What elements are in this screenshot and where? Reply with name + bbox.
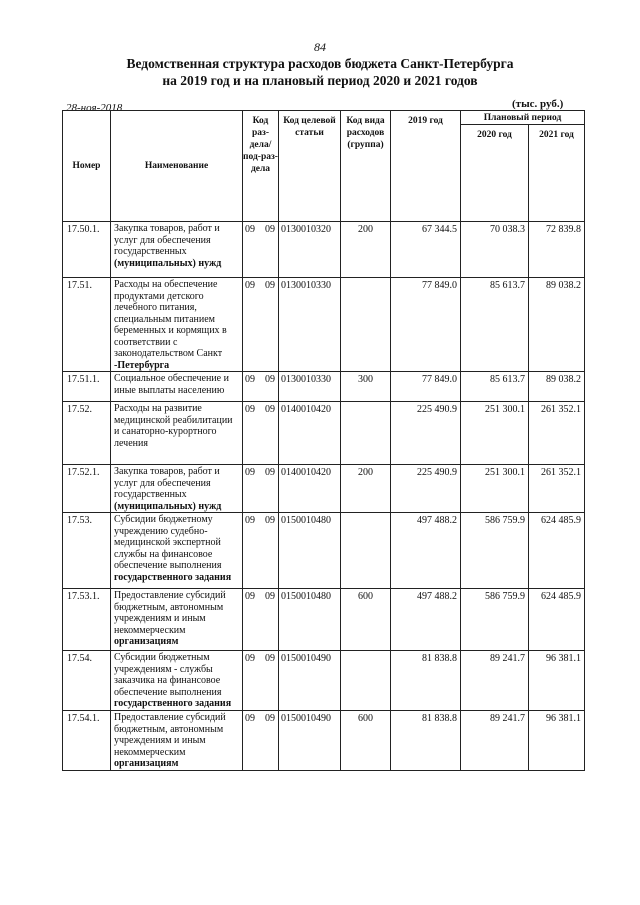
row-name (111, 372, 243, 402)
row-section-code (243, 711, 279, 771)
row-amount-2020: 89 241.7 (461, 711, 529, 771)
row-section: 09 (245, 591, 255, 602)
row-section-code (243, 465, 279, 513)
row-number: 17.53.1. (63, 589, 111, 651)
row-name-text: Предоставление субсидий бюджетным, автономным учреждениям и иным некоммерческим (114, 590, 226, 636)
row-amount-2019: 67 344.5 (391, 222, 461, 278)
table-row (63, 513, 585, 589)
row-section: 09 (245, 653, 255, 664)
row-expense-kind: 200 (341, 465, 391, 513)
row-amount-2020: 586 759.9 (461, 513, 529, 589)
row-amount-2021: 261 352.1 (529, 465, 585, 513)
header-number: Номер (63, 111, 111, 222)
row-name-text: Субсидии бюджетному учреждению судебно-медицинской экспертной службы на финансовое обеспечение выполнения (114, 514, 222, 571)
row-amount-2021: 624 485.9 (529, 589, 585, 651)
row-amount-2021: 89 038.2 (529, 278, 585, 372)
row-number: 17.51. (63, 278, 111, 372)
row-number: 17.53. (63, 513, 111, 589)
row-amount-2019: 225 490.9 (391, 465, 461, 513)
row-amount-2021: 89 038.2 (529, 372, 585, 402)
row-name-tail: (муниципальных) нужд (114, 257, 222, 269)
row-target-code: 0140010420 (279, 402, 341, 465)
table-row (63, 711, 585, 771)
row-number: 17.52.1. (63, 465, 111, 513)
row-amount-2020: 85 613.7 (461, 372, 529, 402)
row-amount-2021: 624 485.9 (529, 513, 585, 589)
row-name (111, 402, 243, 465)
row-number: 17.52. (63, 402, 111, 465)
row-subsection: 09 (265, 224, 275, 235)
row-amount-2020: 251 300.1 (461, 465, 529, 513)
row-name-tail: -Петербурга (114, 359, 170, 371)
row-section-code (243, 513, 279, 589)
row-subsection: 09 (265, 404, 275, 415)
row-number: 17.54.1. (63, 711, 111, 771)
row-name-tail: организациям (114, 758, 179, 769)
row-target-code: 0150010480 (279, 513, 341, 589)
row-expense-kind (341, 278, 391, 372)
row-target-code: 0140010420 (279, 465, 341, 513)
row-name (111, 222, 243, 278)
row-name-tail: (муниципальных) нужд (114, 500, 222, 512)
row-section: 09 (245, 404, 255, 415)
page-number: 84 (314, 40, 326, 54)
row-subsection: 09 (265, 280, 275, 291)
row-amount-2020: 70 038.3 (461, 222, 529, 278)
row-name-text: Закупка товаров, работ и услуг для обеспечения государственных (114, 466, 220, 500)
row-amount-2021: 261 352.1 (529, 402, 585, 465)
row-target-code: 0150010490 (279, 651, 341, 711)
row-section: 09 (245, 280, 255, 291)
row-section: 09 (245, 224, 255, 235)
header-target-code: Код целевой статьи (279, 111, 341, 222)
table-header (63, 111, 585, 222)
row-section: 09 (245, 467, 255, 478)
row-name-tail: государственного задания (114, 571, 232, 583)
header-2020: 2020 год (461, 125, 529, 222)
row-expense-kind: 600 (341, 711, 391, 771)
row-name-text: Социальное обеспечение и иные выплаты населению (114, 373, 229, 396)
header-section-code: Код раз-дела/ под-раз-дела (243, 111, 279, 222)
row-amount-2020: 89 241.7 (461, 651, 529, 711)
row-section-code (243, 402, 279, 465)
row-subsection: 09 (265, 713, 275, 724)
row-expense-kind (341, 513, 391, 589)
row-section-code (243, 222, 279, 278)
row-expense-kind (341, 651, 391, 711)
row-number: 17.54. (63, 651, 111, 711)
title-line-2: на 2019 год и на плановый период 2020 и 2021 годов (162, 73, 478, 88)
row-name (111, 651, 243, 711)
units-label: (тыс. руб.) (512, 98, 564, 110)
row-number: 17.50.1. (63, 222, 111, 278)
title-line-1: Ведомственная структура расходов бюджета Санкт-Петербурга (126, 56, 514, 71)
row-amount-2019: 497 488.2 (391, 513, 461, 589)
row-section-code (243, 651, 279, 711)
row-target-code: 0130010330 (279, 278, 341, 372)
header-2019: 2019 год (391, 111, 461, 222)
document-date: 28-ноя-2018 (66, 102, 123, 114)
row-expense-kind: 600 (341, 589, 391, 651)
row-name-text: Закупка товаров, работ и услуг для обеспечения государственных (114, 223, 220, 257)
row-name-text: Расходы на обеспечение продуктами детского лечебного питания, специальным питанием беременных и кормящих в соответствии с законодательством Санкт (114, 279, 227, 359)
row-target-code: 0130010320 (279, 222, 341, 278)
row-section: 09 (245, 374, 255, 385)
row-amount-2019: 225 490.9 (391, 402, 461, 465)
row-section: 09 (245, 515, 255, 526)
header-expense-kind-code: Код вида расходов (группа) (341, 111, 391, 222)
row-name (111, 711, 243, 771)
row-name-tail: государственного задания (114, 698, 232, 709)
table-body (63, 222, 585, 771)
row-target-code: 0150010480 (279, 589, 341, 651)
row-number: 17.51.1. (63, 372, 111, 402)
row-subsection: 09 (265, 515, 275, 526)
header-name: Наименование (111, 111, 243, 222)
row-subsection: 09 (265, 591, 275, 602)
document-title (0, 55, 640, 89)
row-amount-2020: 251 300.1 (461, 402, 529, 465)
table-row (63, 278, 585, 372)
row-name (111, 465, 243, 513)
row-target-code: 0130010330 (279, 372, 341, 402)
row-expense-kind: 200 (341, 222, 391, 278)
row-amount-2019: 81 838.8 (391, 711, 461, 771)
row-name (111, 278, 243, 372)
row-name-text: Предоставление субсидий бюджетным, автономным учреждениям и иным некоммерческим (114, 712, 226, 758)
table-row (63, 589, 585, 651)
row-amount-2021: 72 839.8 (529, 222, 585, 278)
row-name (111, 513, 243, 589)
row-name-text: Расходы на развитие медицинской реабилитации и санаторно-курортного лечения (114, 403, 233, 449)
row-name-tail: организациям (114, 636, 179, 647)
row-amount-2019: 77 849.0 (391, 372, 461, 402)
row-section-code (243, 372, 279, 402)
row-amount-2019: 77 849.0 (391, 278, 461, 372)
header-plan-period: Плановый период (461, 111, 585, 125)
row-name-text: Субсидии бюджетным учреждениям - службы заказчика на финансовое обеспечение выполнения (114, 652, 222, 698)
row-subsection: 09 (265, 374, 275, 385)
row-expense-kind (341, 402, 391, 465)
row-amount-2019: 497 488.2 (391, 589, 461, 651)
budget-table (62, 110, 585, 771)
row-subsection: 09 (265, 467, 275, 478)
row-section-code (243, 589, 279, 651)
row-amount-2020: 85 613.7 (461, 278, 529, 372)
table-row (63, 222, 585, 278)
row-subsection: 09 (265, 653, 275, 664)
row-name (111, 589, 243, 651)
row-amount-2021: 96 381.1 (529, 651, 585, 711)
table-row (63, 651, 585, 711)
table-row (63, 465, 585, 513)
row-target-code: 0150010490 (279, 711, 341, 771)
row-expense-kind: 300 (341, 372, 391, 402)
table-row (63, 372, 585, 402)
row-amount-2020: 586 759.9 (461, 589, 529, 651)
header-2021: 2021 год (529, 125, 585, 222)
row-amount-2019: 81 838.8 (391, 651, 461, 711)
row-section: 09 (245, 713, 255, 724)
row-amount-2021: 96 381.1 (529, 711, 585, 771)
table-row (63, 402, 585, 465)
row-section-code (243, 278, 279, 372)
